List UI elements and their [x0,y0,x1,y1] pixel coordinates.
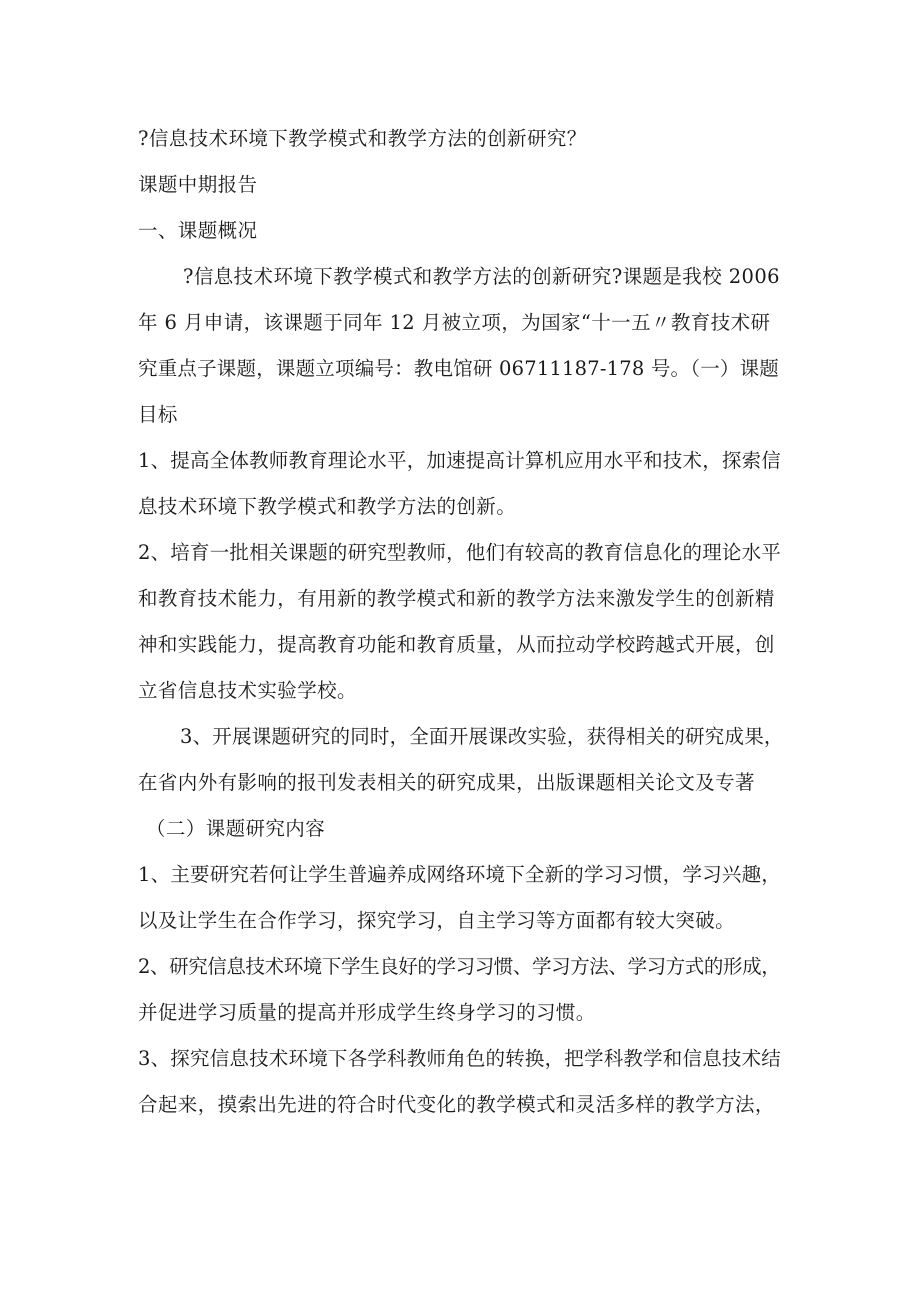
content-2-line: 并促进学习质量的提高并形成学生终身学习的习惯。 [138,1001,596,1024]
report-subtitle: 课题中期报告 [138,173,258,196]
goal-1-line: 息技术环境下教学模式和教学方法的创新。 [138,495,517,518]
goal-2-line: 和教育技术能力，有用新的教学模式和新的教学方法来激发学生的创新精 [138,587,775,610]
document-title: ?信息技术环境下教学模式和教学方法的创新研究？ [138,127,587,150]
content-3-line: 合起来，摸索出先进的符合时代变化的教学模式和灵活多样的教学方法， [138,1093,775,1116]
goal-3-line: 在省内外有影响的报刊发表相关的研究成果，出版课题相关论文及专著 [138,771,755,794]
content-2-line: 2、研究信息技术环境下学生良好的学习习惯、学习方法、学习方式的形成， [138,955,781,978]
content-1-line: 1、主要研究若何让学生普遍养成网络环境下全新的学习习惯，学习兴趣， [138,863,782,886]
goal-2-line: 2、培育一批相关课题的研究型教师，他们有较高的教育信息化的理论水平 [138,541,782,564]
overview-line: 年 6 月申请，该课题于同年 12 月被立项，为国家“十一五〃教育技术研 [138,311,771,334]
overview-line: 究重点子课题，课题立项编号：教电馆研 06711187-178 号。（一）课题 [138,357,780,380]
document-body [138,116,786,1128]
goal-1-line: 1、提高全体教师教育理论水平，加速提高计算机应用水平和技术，探索信 [138,449,782,472]
goal-2-line: 神和实践能力，提高教育功能和教育质量，从而拉动学校跨越式开展，创 [138,633,775,656]
overview-line: ?信息技术环境下教学模式和教学方法的创新研究?课题是我校 2006 [183,265,780,288]
section-heading-overview: 一、课题概况 [138,219,258,242]
content-3-line: 3、探究信息技术环境下各学科教师角色的转换，把学科教学和信息技术结 [138,1047,782,1070]
goal-3-line: 3、开展课题研究的同时，全面开展课改实验，获得相关的研究成果， [180,725,784,748]
section-heading-research-content: （二）课题研究内容 [146,817,326,840]
content-1-line: 以及让学生在合作学习，探究学习，自主学习等方面都有较大突破。 [138,909,736,932]
overview-line: 目标 [138,403,178,426]
goal-2-line: 立省信息技术实验学校。 [138,679,357,702]
